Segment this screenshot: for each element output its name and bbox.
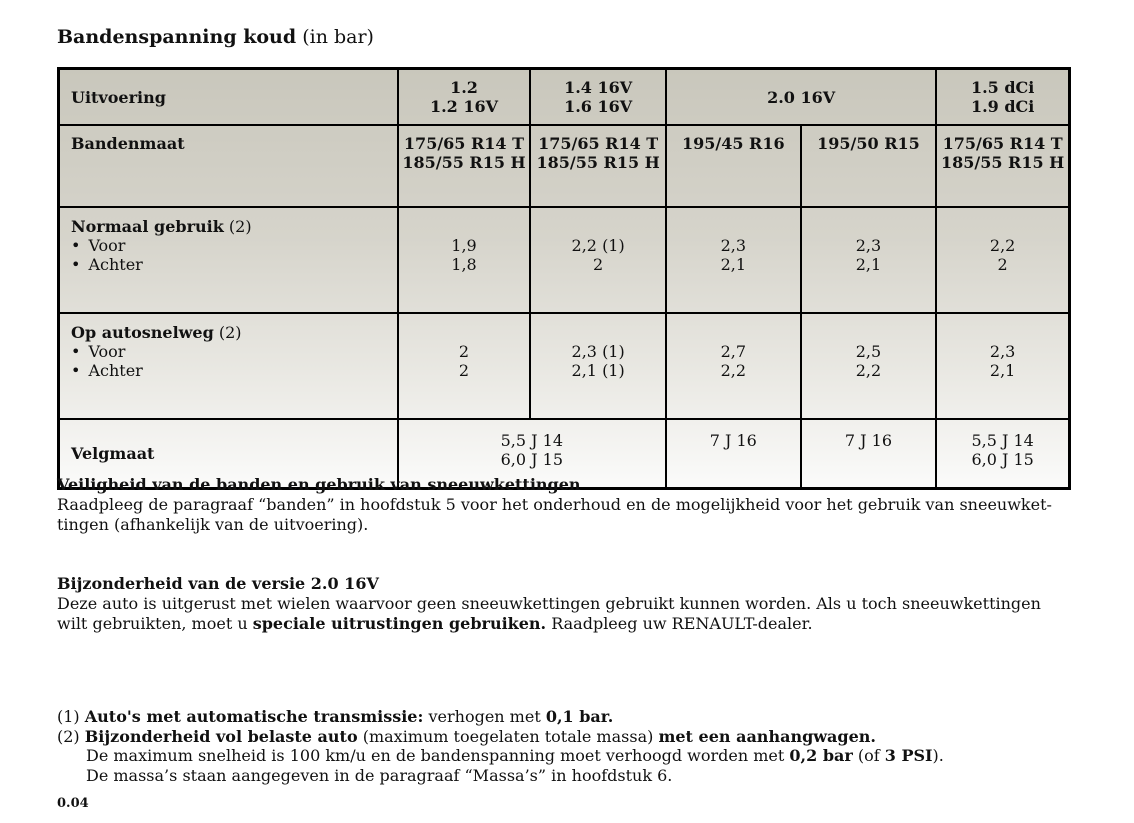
table-row-bandenmaat (59, 125, 1070, 207)
rim-size-cell: 7 J 16 (666, 419, 801, 489)
pressure-cell: 1,9 1,8 (398, 207, 531, 313)
pressure-cell: 2,3 (1) 2,1 (1) (530, 313, 666, 419)
row-label-velgmaat: Velgmaat (59, 419, 398, 489)
row-label-uitvoering: Uitvoering (59, 69, 398, 126)
paragraph-line: tingen (afhankelijk van de uitvoering). (57, 515, 369, 534)
tyre-size-cell: 175/65 R14 T 185/55 R15 H (398, 125, 531, 207)
title-bold: Bandenspanning koud (57, 26, 297, 48)
version-cell: 2.0 16V (666, 69, 936, 126)
version-cell: 1.2 1.2 16V (398, 69, 531, 126)
row-label-bandenmaat: Bandenmaat (59, 125, 398, 207)
section-heading: Veiligheid van de banden en gebruik van sneeuwkettingen (57, 475, 581, 494)
page-number: 0.04 (57, 796, 89, 811)
section-bijzonderheid (57, 574, 1073, 634)
paragraph-line: Deze auto is uitgerust met wielen waarvoor geen sneeuwkettingen gebruikt kunnen worden. Als u toch sneeuwkettingen (57, 594, 1041, 613)
tyre-size-cell: 175/65 R14 T 185/55 R15 H (936, 125, 1069, 207)
pressure-cell: 2,3 2,1 (666, 207, 801, 313)
pressure-cell: 2,3 2,1 (936, 313, 1069, 419)
footnotes (57, 707, 1073, 785)
section-heading: Bijzonderheid van de versie 2.0 16V (57, 574, 379, 593)
pressure-cell: 2,3 2,1 (801, 207, 937, 313)
rim-size-cell: 5,5 J 14 6,0 J 15 (936, 419, 1069, 489)
rim-size-cell: 5,5 J 14 6,0 J 15 (398, 419, 666, 489)
footnote-2-line-3: De massa’s staan aangegeven in de paragraaf “Massa’s” in hoofdstuk 6. (86, 765, 673, 785)
footnote-2-line-2: De maximum snelheid is 100 km/u en de bandenspanning moet verhoogd worden met 0,2 bar (of 3 PSI). (86, 746, 944, 765)
tyre-size-cell: 195/45 R16 (666, 125, 801, 207)
tyre-pressure-table (57, 67, 1071, 490)
paragraph-line: wilt gebruikten, moet u speciale uitrustingen gebruiken. Raadpleeg uw RENAULT-dealer. (57, 614, 813, 633)
tyre-size-cell: 175/65 R14 T 185/55 R15 H (530, 125, 666, 207)
table-row-uitvoering (59, 69, 1070, 126)
pressure-cell: 2,2 (1) 2 (530, 207, 666, 313)
table-row-op-autosnelweg (59, 313, 1070, 419)
row-label-op-autosnelweg: Op autosnelweg (2) • Voor • Achter (59, 313, 398, 419)
version-cell: 1.5 dCi 1.9 dCi (936, 69, 1069, 126)
pressure-cell: 2,2 2 (936, 207, 1069, 313)
footnote-2: (2) Bijzonderheid vol belaste auto (maximum toegelaten totale massa) met een aanhangwagen. (57, 726, 876, 746)
row-label-normaal-gebruik: Normaal gebruik (2) • Voor • Achter (59, 207, 398, 313)
footnote-1: (1) Auto's met automatische transmissie: verhogen met 0,1 bar. (57, 707, 614, 726)
pressure-cell: 2,5 2,2 (801, 313, 937, 419)
version-cell: 1.4 16V 1.6 16V (530, 69, 666, 126)
section-veiligheid (57, 475, 1073, 535)
tyre-size-cell: 195/50 R15 (801, 125, 937, 207)
paragraph-line: Raadpleeg de paragraaf “banden” in hoofdstuk 5 voor het onderhoud en de mogelijkheid voor het gebruik van sneeuwket- (57, 495, 1052, 514)
title-unit: (in bar) (296, 26, 374, 48)
page-title (57, 25, 374, 49)
pressure-cell: 2,7 2,2 (666, 313, 801, 419)
table-row-normaal-gebruik (59, 207, 1070, 313)
pressure-cell: 2 2 (398, 313, 531, 419)
rim-size-cell: 7 J 16 (801, 419, 937, 489)
